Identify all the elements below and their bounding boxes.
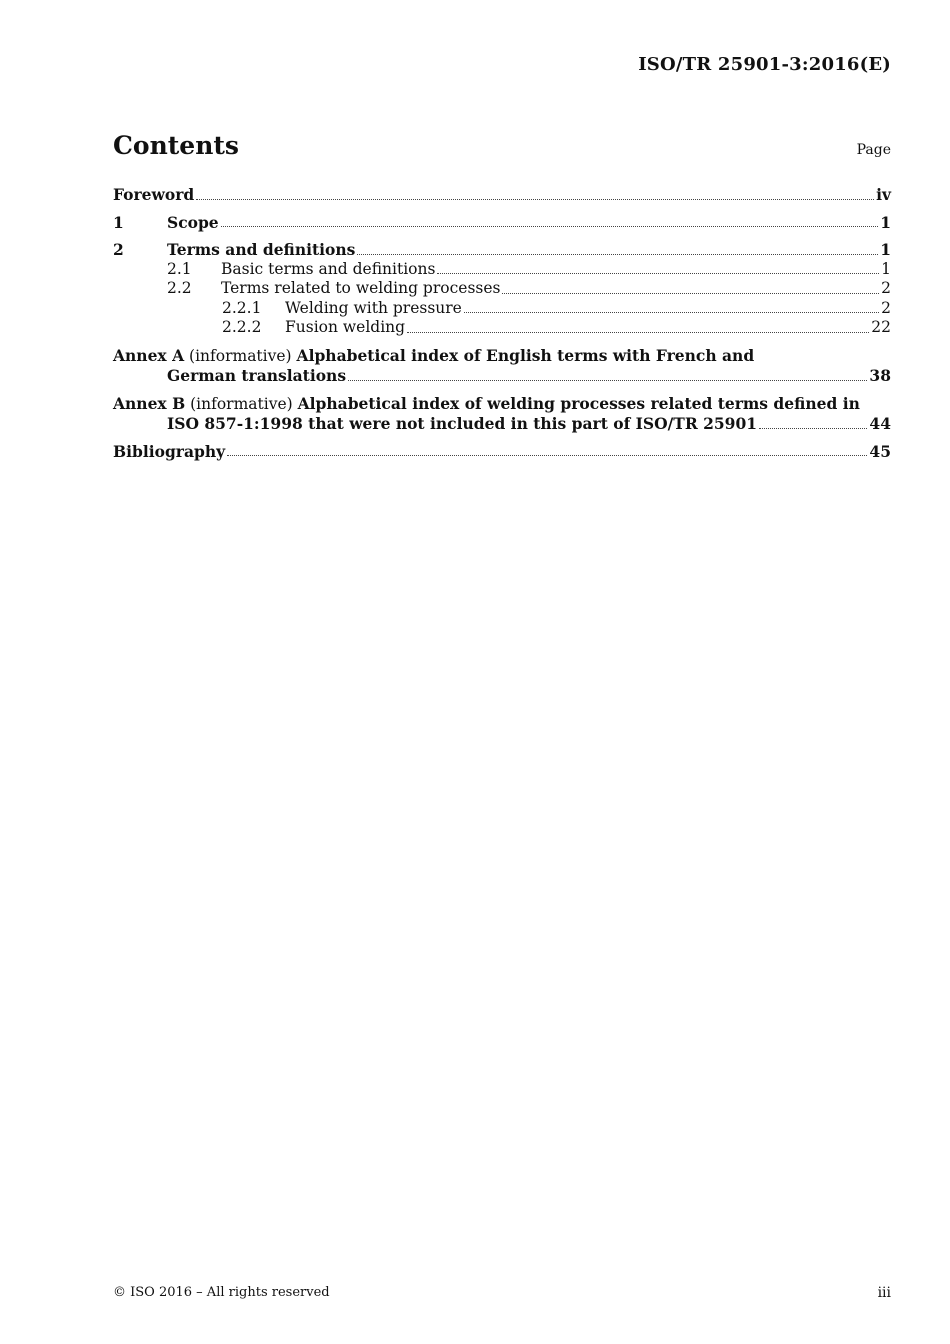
dot-leader: [221, 225, 879, 227]
toc-entry-welding-pressure[interactable]: [113, 299, 891, 319]
annex-label: Annex B: [113, 393, 186, 413]
toc-entry-title: Basic terms and definitions: [221, 259, 436, 278]
annex-label: Annex A: [113, 345, 185, 365]
toc-entry-number: 2.1: [167, 259, 192, 278]
toc-entry-page: iv: [876, 185, 891, 204]
toc-entry-fusion-welding[interactable]: [113, 318, 891, 338]
toc-entry-page: 44: [869, 414, 891, 433]
table-of-contents: [113, 185, 891, 461]
toc-entry-terms[interactable]: [113, 240, 891, 260]
annex-title-line1: Alphabetical index of welding processes related terms defined in: [297, 393, 860, 413]
toc-entry-number: 2.2.1: [222, 298, 262, 317]
toc-entry-page: 2: [881, 298, 891, 317]
annex-type: (informative): [190, 394, 293, 413]
toc-entry-page: 1: [880, 240, 891, 259]
toc-entry-number: 2.2.2: [222, 318, 262, 336]
toc-entry-title: Foreword: [113, 185, 195, 204]
toc-entry-annex-b[interactable]: [113, 394, 891, 434]
toc-entry-title: Scope: [167, 212, 219, 232]
dot-leader: [759, 427, 867, 429]
toc-entry-title: Terms related to welding processes: [221, 279, 501, 297]
dot-leader: [348, 379, 867, 381]
toc-entry-title: Terms and definitions: [167, 240, 356, 259]
toc-entry-title: Bibliography: [113, 441, 226, 461]
page-number: iii: [877, 1285, 891, 1301]
annex-title-line2: ISO 857-1:1998 that were not included in this part of ISO/TR 25901: [167, 414, 758, 433]
toc-entry-page: 1: [881, 259, 891, 278]
document-identifier: ISO/TR 25901-3:2016(E): [638, 54, 891, 75]
toc-entry-title: Welding with pressure: [285, 298, 462, 317]
dot-leader: [357, 253, 878, 255]
toc-entry-page: 22: [871, 318, 891, 336]
toc-entry-page: 45: [869, 441, 891, 461]
dot-leader: [464, 311, 879, 313]
toc-entry-page: 1: [880, 212, 891, 232]
toc-entry-annex-a[interactable]: [113, 346, 891, 386]
dot-leader: [437, 272, 879, 274]
annex-title-line1: Alphabetical index of English terms with French and: [296, 345, 755, 365]
contents-heading: Contents: [113, 131, 240, 160]
toc-entry-page: 2: [881, 279, 891, 297]
annex-title-line2: German translations: [167, 366, 347, 385]
dot-leader: [227, 454, 867, 456]
dot-leader: [502, 292, 879, 294]
annex-type: (informative): [189, 346, 292, 365]
toc-entry-scope[interactable]: [113, 213, 891, 233]
toc-entry-number: 2: [113, 240, 124, 259]
toc-entry-title: Fusion welding: [285, 318, 406, 336]
copyright-notice: © ISO 2016 – All rights reserved: [113, 1285, 330, 1300]
dot-leader: [196, 198, 874, 200]
toc-entry-welding-processes[interactable]: [113, 279, 891, 299]
dot-leader: [407, 331, 869, 333]
toc-entry-bibliography[interactable]: [113, 442, 891, 462]
toc-entry-number: 1: [113, 212, 124, 232]
toc-entry-number: 2.2: [167, 279, 192, 297]
toc-entry-foreword[interactable]: [113, 185, 891, 205]
page-column-label: Page: [856, 142, 891, 158]
toc-entry-basic-terms[interactable]: [113, 260, 891, 280]
toc-entry-page: 38: [869, 366, 891, 385]
